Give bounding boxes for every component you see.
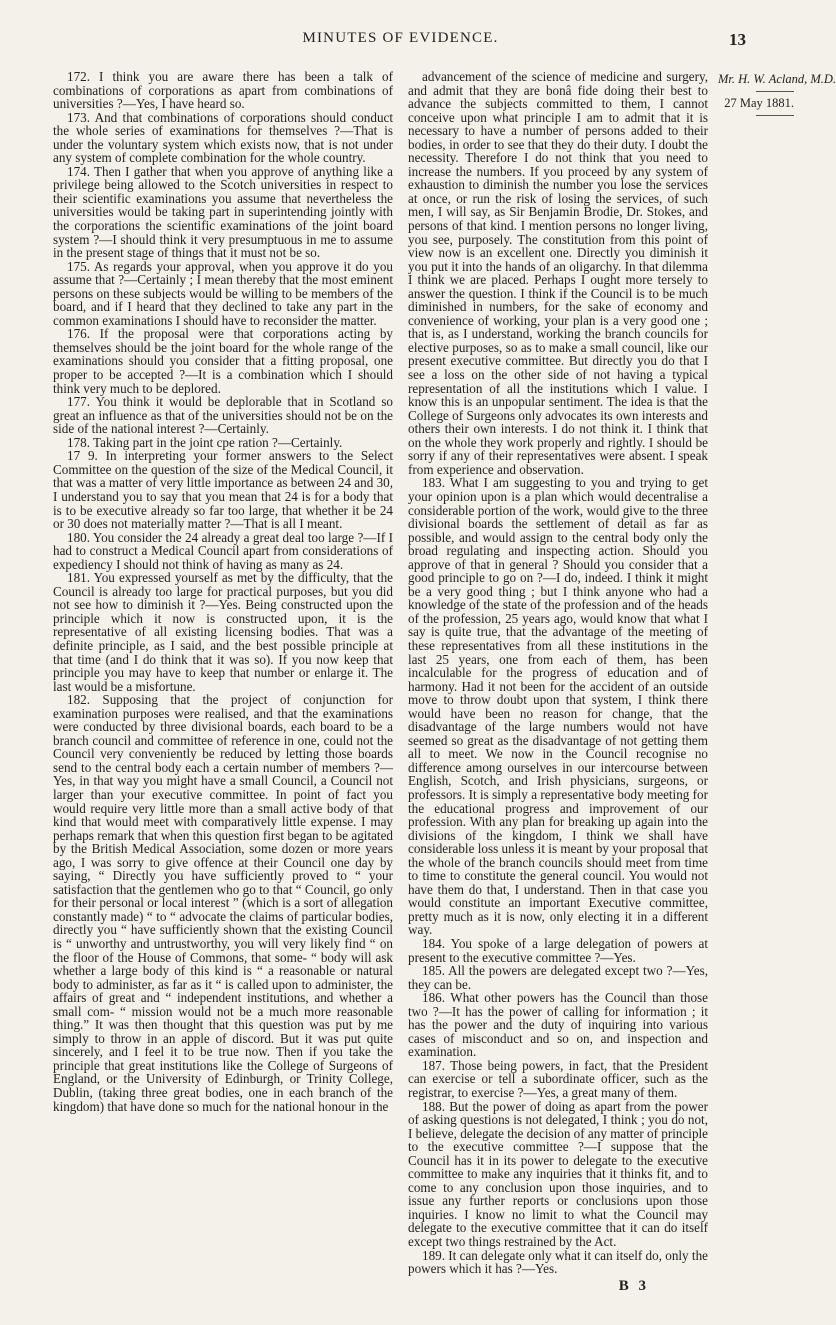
evidence-paragraph: 188. But the power of doing as apart from the power of asking questions is not delegated, I think ; you do not, I believe, delegate the decision of any matter of principle to the executive committee ?—I suppose that the Council has it in its power to delegate to the executive committee to make any inquiries that it thinks fit, and to come to any conclusion upon those inquiries, and to issue any further reports or conclusions upon those inquiries. I know no limit to what the Council may delegate to the executive committee that it can do itself except two things restrained by the Act.	[408, 1098, 708, 1250]
evidence-paragraph: 184. You spoke of a large delegation of powers at present to the executive committee ?—Yes.	[408, 936, 708, 965]
right-column	[408, 70, 708, 1276]
evidence-paragraph: 172. I think you are aware there has been a talk of combinations of corporations as apart from combinations of universities ?—Yes, I have heard so.	[53, 69, 393, 112]
page-number: 13	[729, 30, 746, 49]
left-column	[53, 70, 393, 1113]
margin-rule	[756, 91, 794, 92]
evidence-paragraph: 185. All the powers are delegated except two ?—Yes, they can be.	[408, 963, 708, 992]
evidence-paragraph: 183. What I am suggesting to you and trying to get your opinion upon is a plan which would decentralise a considerable portion of the work, would give to the three divisional boards the settlement of detail as far as possible, and would assign to the central body only the broad regulating and inspecting action. Should you approve of that in general ? Should you consider that a good principle to go on ?—I do, indeed. I think it might be a very good thing ; but I think anyone who had a knowledge of the state of the profession and of the heads of the profession, 25 years ago, would know that what I say is quite true, that the advantage of the meeting of these representatives from all these institutions in the last 25 years, one from each of them, has been incalculable for the progress of education and of harmony. Had it not been for the accident of an outside move to throw doubt upon that system, I think there would have been no reason for change, that the disadvantage of the large numbers would not have seemed so great as the disadvantage of not getting them all to meet. We now in the Council recognise no difference among ourselves in our intercourse between English, Scotch, and Irish physicians, surgeons, or professors. It is simply a representative body meeting for the educational progress and improvement of our profession. With any plan for breaking up again into the divisions of the kingdom, I think we shall have considerable loss unless it is meant by your proposal that the whole of the branch councils should meet from time to time to constitute the general council. You would not have them do that, I understand. Then in that case you would constitute an important Executive committee, pretty much as it is now, only electing it in a different way.	[408, 475, 708, 938]
margin-rule-lower	[756, 115, 794, 116]
evidence-paragraph: 182. Supposing that the project of conjunction for examination purposes were realised, and that the examinations were conducted by three divisional boards, each board to be a branch council and committee of reference in one, could not the Council very conveniently be reduced by letting those boards send to the central body each a certain number of members ?—Yes, in that way you might have a small Council, a Council not larger than your executive committee. In point of fact you would require very little more than a small active body of that kind that would meet with comparatively little expense. I may perhaps remark that when this question first began to be agitated by the British Medical Association, some dozen or more years ago, I was sorry to give offence at their Council one day by saying, “ Directly you have sufficiently proved to “ your satisfaction that the gentlemen who go to that “ Council, go only for their personal or local interest ” (which is a sort of allegation constantly made) “ to “ advocate the claims of particular bodies, directly you “ have sufficiently shown that the existing Council is “ unworthy and untrustworthy, you will very likely find “ on the floor of the House of Commons, that some- “ body will ask whether a large body of this kind is “ a reasonable or natural body to administer, as far as it “ is called upon to administer, the affairs of great and “ independent institutions, and whether a small com- “ mission would not be a much more reasonable thing.” It was then thought that this question was put by me simply to throw in an apple of discord. But it was put quite sincerely, and I feel it to be true now. Then if you take the principle that great institutions like the College of Surgeons of England, or the University of Edinburgh, or Trinity College, Dublin, (taking three great bodies, one in each branch of the kingdom) that have done so much for the national honour in the	[53, 692, 393, 1114]
evidence-paragraph: 178. Taking part in the joint cpe ration ?—Certainly.	[67, 434, 343, 450]
running-title: MINUTES OF EVIDENCE.	[302, 30, 499, 46]
margin-note	[718, 72, 836, 120]
signature-mark: B 3	[618, 1278, 649, 1294]
evidence-paragraph: 177. You think it would be deplorable that in Scotland so great an influence as that of the universities should not be on the side of the national interest ?—Certainly.	[53, 394, 393, 437]
evidence-paragraph: 189. It can delegate only what it can itself do, only the powers which it has ?—Yes.	[408, 1247, 708, 1277]
evidence-paragraph: 176. If the proposal were that corporations acting by themselves should be the joint board for the whole range of the examinations should you consider that a fitting proposal, one proper to be accepted ?—It is a combination which I should think very much to be deplored.	[53, 326, 393, 396]
witness-name: Mr. H. W. Acland, M.D.	[718, 72, 836, 86]
evidence-paragraph: 186. What other powers has the Council than those two ?—It has the power of calling for information ; it has the power and the duty of inquiring into various cases of misconduct and so on, and inspection and examination.	[408, 990, 708, 1060]
evidence-date: 27 May 1881.	[724, 96, 794, 110]
evidence-paragraph: 187. Those being powers, in fact, that the President can exercise or tell a subordinate officer, such as the registrar, to exercise ?—Yes, a great many of them.	[408, 1057, 708, 1101]
evidence-paragraph: 17 9. In interpreting your former answers to the Select Committee on the question of the size of the Medical Council, it that was a matter of very little importance as between 24 and 30, I understand you to say that you mean that 24 is for a body that is to be executive already so far too large, that whether it be 24 or 30 does not materially matter ?—That is all I meant.	[53, 448, 393, 532]
evidence-paragraph: 173. And that combinations of corporations should conduct the whole series of examinations for themselves ?—That is under the voluntary system which exists now, that is not under any system of complete combination for the whole country.	[53, 109, 393, 166]
evidence-paragraph: 174. Then I gather that when you approve of anything like a privilege being allowed to the Scotch universities in respect to their scientific examinations you assume that nevertheless the universities would be taking part in superintending jointly with the corporations the scientific examinations of the joint board system ?—I should think it very presumptuous in me to assume in the present stage of things that it must not be so.	[53, 163, 393, 261]
evidence-paragraph: advancement of the science of medicine and surgery, and admit that they are bonâ fide doing their best to advance the subjects committed to them, I cannot conceive upon what principle I am to admit that it is necessary to have a number of persons added to their bodies, in order to see that they do their duty. I doubt the necessity. Therefore I do not think that you need to increase the numbers. If you proceed by any system of exhaustion to diminish the number you lose the services at once, or run the risk of losing the services, of such men, I will say, as Sir Benjamin Brodie, Dr. Stokes, and persons of that kind. I mention persons no longer living, you see, purposely. The constitution from this point of view now is an excellent one. Directly you diminish it you put it into the hands of an oligarchy. In that dilemma I think we are placed. Perhaps I ought more tersely to answer the question. I think if the Council is to be much diminished in numbers, for the sake of economy and convenience of working, your plan is a very good one ; that is, as I understand, working the branch councils for elective purposes, so as to make a small council, like our present executive committee. But directly you do that I see a loss on the other side of not having a typical representation of all the institutions which I value. I know this is an unpopular sentiment. The idea is that the College of Surgeons only advocates its own interests and others their own interests. I do not think it. I think that on the whole they work properly and rightly. I should be sorry if any of their representatives were absent. I speak from experience and observation.	[408, 69, 708, 477]
evidence-paragraph: 175. As regards your approval, when you approve it do you assume that ?—Certainly ; I mean thereby that the most eminent persons on these subjects would be willing to be members of the board, and if I heard that they declined to take any part in the common examinations I should have to reconsider the matter.	[53, 258, 393, 328]
evidence-paragraph: 181. You expressed yourself as met by the difficulty, that the Council is already too large for practical purposes, but you did not see how to diminish it ?—Yes. Being constructed upon the principle which it now is constructed upon, it is the representative of all existing licensing bodies. That was a definite principle, as I said, and the best possible principle at that time (and I do think that it was so). If you now keep that principle you may have to keep that number or enlarge it. The last would be a misfortune.	[53, 570, 393, 694]
evidence-paragraph: 180. You consider the 24 already a great deal too large ?—If I had to construct a Medical Council apart from considerations of expediency I should not think of having as many as 24.	[53, 529, 393, 572]
